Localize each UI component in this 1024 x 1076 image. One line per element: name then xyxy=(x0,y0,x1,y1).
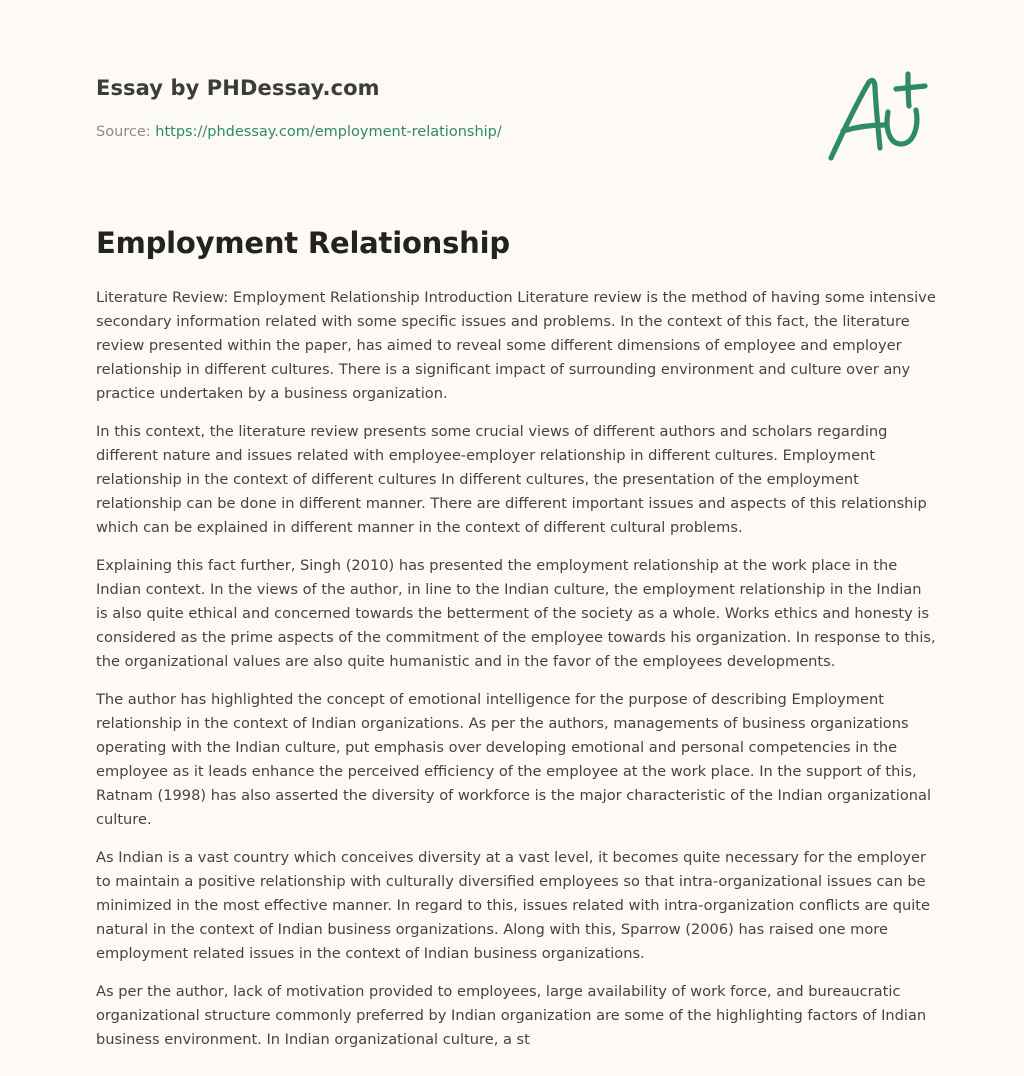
source-label: Source: xyxy=(96,124,151,140)
source-link[interactable]: https://phdessay.com/employment-relationship/ xyxy=(155,124,502,140)
source-line xyxy=(96,124,502,140)
essay-title: Employment Relationship xyxy=(96,226,510,260)
essay-paragraph: As Indian is a vast country which conceives diversity at a vast level, it becomes quite necessary for the employer to maintain a positive relationship with culturally diversified employees so that intra-organizational issues can be minimized in the most effective manner. In regard to this, issues related with intra-organization conflicts are quite natural in the context of Indian business organizations. Along with this, Sparrow (2006) has raised one more employment related issues in the context of Indian business organizations. xyxy=(96,849,930,962)
essay-paragraph: The author has highlighted the concept of emotional intelligence for the purpose of describing Employment relationship in the context of Indian organizations. As per the authors, managements of business organizations operating with the Indian culture, put emphasis over developing emotional and personal competencies in the employee as it leads enhance the perceived efficiency of the employee at the work place. In the support of this, Ratnam (1998) has also asserted the diversity of workforce is the major characteristic of the Indian organizational culture. xyxy=(96,691,932,828)
brand-title: Essay by PHDessay.com xyxy=(96,76,380,100)
essay-paragraph: Literature Review: Employment Relationship Introduction Literature review is the method of having some intensive secondary information related with some specific issues and problems. In the context of this fact, the literature review presented within the paper, has aimed to reveal some different dimensions of employee and employer relationship in different cultures. There is a significant impact of surrounding environment and culture over any practice undertaken by a business organization. xyxy=(96,289,936,402)
essay-paragraph: Explaining this fact further, Singh (2010) has presented the employment relationship at the work place in the Indian context. In the views of the author, in line to the Indian culture, the employment relationship in the Indian is also quite ethical and concerned towards the betterment of the society as a whole. Works ethics and honesty is considered as the prime aspects of the commitment of the employee towards his organization. In response to this, the organizational values are also quite humanistic and in the favor of the employees developments. xyxy=(96,557,936,670)
essay-paragraph: As per the author, lack of motivation provided to employees, large availability of work force, and bureaucratic organizational structure commonly preferred by Indian organization are some of the highlighting factors of Indian business environment. In Indian organizational culture, a st xyxy=(96,983,927,1048)
essay-body xyxy=(96,286,936,1066)
a-plus-logo-icon xyxy=(822,68,928,164)
essay-header xyxy=(96,74,936,184)
essay-page xyxy=(96,0,936,1076)
essay-paragraph: In this context, the literature review presents some crucial views of different authors and scholars regarding different nature and issues related with employee-employer relationship in different cultures. Employment relationship in the context of different cultures In different cultures, the presentation of the employment relationship can be done in different manner. There are different important issues and aspects of this relationship which can be explained in different manner in the context of different cultural problems. xyxy=(96,423,927,536)
